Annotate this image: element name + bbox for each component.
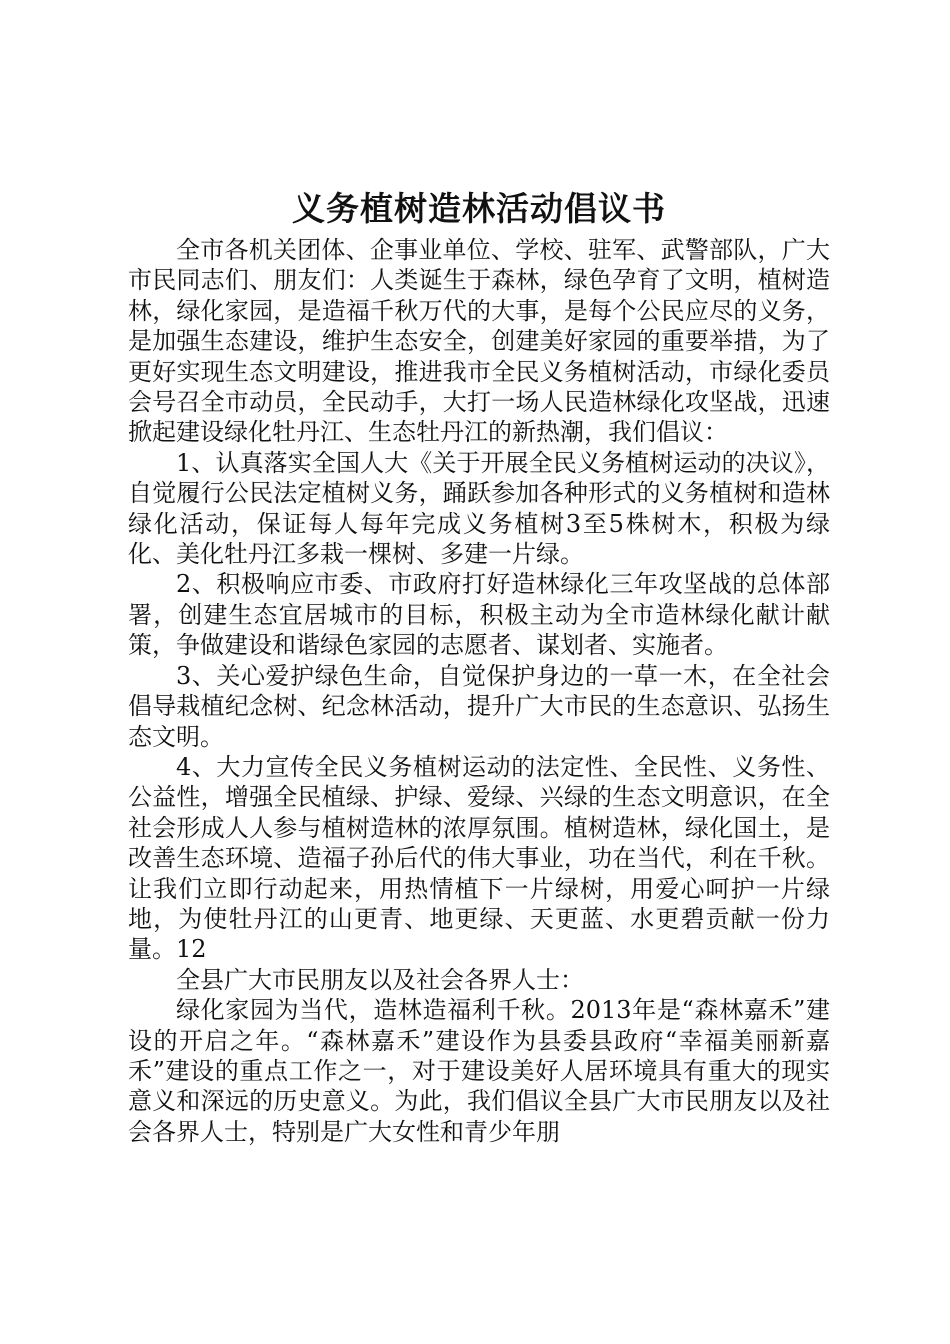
paragraph-item-1: 1、认真落实全国人大《关于开展全民义务植树运动的决议》，自觉履行公民法定植树义务，踊跃参加各种形式的义务植树和造林绿化活动，保证每人每年完成义务植树3至5株树木，积极为绿化、美化牡丹江多栽一棵树、多建一片绿。 [128, 448, 830, 569]
paragraph-item-3: 3、关心爱护绿色生命，自觉保护身边的一草一木，在全社会倡导栽植纪念树、纪念林活动，提升广大市民的生态意识、弘扬生态文明。 [128, 661, 830, 751]
paragraph-item-4: 4、大力宣传全民义务植树运动的法定性、全民性、义务性、公益性，增强全民植绿、护绿、爱绿、兴绿的生态文明意识，在全社会形成人人参与植树造林的浓厚氛围。植树造林，绿化国土，是改善生态环境、造福子孙后代的伟大事业，功在当代，利在千秋。让我们立即行动起来，用热情植下一片绿树，用爱心呵护一片绿地，为使牡丹江的山更青、地更绿、天更蓝、水更碧贡献一份力量。12 [128, 752, 830, 964]
document-title: 义务植树造林活动倡议书 [292, 189, 666, 228]
paragraph-salutation-intro: 全市各机关团体、企事业单位、学校、驻军、武警部队，广大市民同志们、朋友们：人类诞生于森林，绿色孕育了文明，植树造林，绿化家园，是造福千秋万代的大事，是每个公民应尽的义务，是加强生态建设，维护生态安全，创建美好家园的重要举措，为了更好实现生态文明建设，推进我市全民义务植树活动，市绿化委员会号召全市动员，全民动手，大打一场人民造林绿化攻坚战，迅速掀起建设绿化牡丹江、生态牡丹江的新热潮，我们倡议： [128, 236, 830, 447]
paragraph-second-body: 绿化家园为当代，造林造福利千秋。2013年是“森林嘉禾”建设的开启之年。“森林嘉禾”建设作为县委县政府“幸福美丽新嘉禾”建设的重点工作之一，对于建设美好人居环境具有重大的现实意义和深远的历史意义。为此，我们倡议全县广大市民朋友以及社会各界人士，特别是广大女性和青少年朋 [128, 996, 830, 1146]
paragraph-item-2: 2、积极响应市委、市政府打好造林绿化三年攻坚战的总体部署，创建生态宜居城市的目标，积极主动为全市造林绿化献计献策，争做建设和谐绿色家园的志愿者、谋划者、实施者。 [128, 570, 830, 660]
document-page [128, 186, 830, 1147]
paragraph-second-salutation: 全县广大市民朋友以及社会各界人士： [176, 965, 584, 994]
